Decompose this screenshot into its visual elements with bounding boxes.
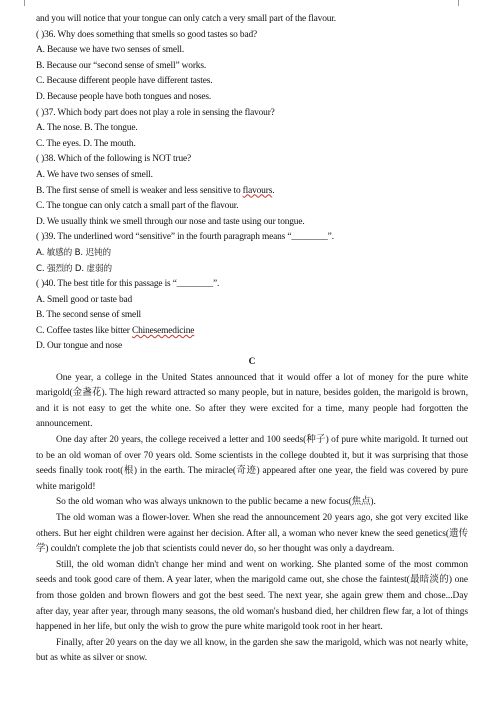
section-heading: C (248, 357, 256, 368)
option-40-c-text: C. Coffee tastes like bitter (36, 325, 132, 336)
spellcheck-word-flavours: flavours (242, 185, 273, 196)
passage-paragraph-3: So the old woman who was always unknown to the public became a new focus(焦点). (56, 497, 376, 508)
passage-c (36, 371, 468, 667)
option-38-a: A. We have two senses of smell. (36, 169, 153, 180)
option-40-c (36, 324, 468, 340)
option-40-a: A. Smell good or taste bad (36, 294, 133, 305)
options-37-ab: A. The nose. B. The tongue. (36, 123, 138, 134)
document-body (36, 12, 468, 667)
passage-paragraph-1: One year, a college in the United States announced that it would offer a lot of money for the pure white marigold(金盏花). The high reward attracted so many people, but in nature, besides golden, the marigold is brown, and it is not easy to get the white one. So after they were excited for a time, many people had forgotten the announcement. (36, 372, 468, 430)
question-37: ( )37. Which body part does not play a role in sensing the flavour? (36, 107, 275, 118)
passage-paragraph-5: Still, the old woman didn't change her mind and went on working. She planted some of the most common seeds and took good care of them. A year later, when the marigold came out, she chose the faintest(最暗淡的) one from those golden and brown flowers and got the best seed. The next year, she again grew them and chose...Day after day, year after year, through many seasons, the old woman's husband died, her children flew far, a lot of things happened in her life, but only the wish to grow the pure white marigold took root in her heart. (36, 559, 468, 633)
passage-paragraph-6: Finally, after 20 years on the day we all know, in the garden she saw the marigold, which was not nearly white, but as white as silver or snow. (36, 637, 468, 664)
question-39: ( )39. The underlined word “sensitive” in the fourth paragraph means “________”. (36, 232, 334, 243)
option-36-d: D. Because people have both tongues and noses. (36, 91, 212, 102)
page-corner-mark-right (458, 0, 467, 6)
option-40-b: B. The second sense of smell (36, 310, 141, 321)
option-38-b (36, 184, 468, 200)
option-38-b-text: B. The first sense of smell is weaker and less sensitive to (36, 185, 243, 196)
passage-paragraph-2: One day after 20 years, the college received a letter and 100 seeds(种子) of pure white marigold. It turned out to be an old woman of over 70 years old. Some scientists in the college doubted it, but it was surprising that those seeds finally took root(根) in the earth. The miracle(奇迹) appeared after one year, the field was covered by pure white marigold! (36, 435, 468, 492)
intro-continuation-line: and you will notice that your tongue can only catch a very small part of the flavour. (36, 14, 336, 24)
question-36: ( )36. Why does something that smells so good tastes so bad? (36, 29, 258, 40)
option-38-c: C. The tongue can only catch a small part of the flavour. (36, 201, 239, 212)
option-36-b: B. Because our “second sense of smell” works. (36, 60, 207, 71)
option-36-c: C. Because different people have different tastes. (36, 76, 213, 87)
options-37-cd: C. The eyes. D. The mouth. (36, 138, 136, 149)
question-38: ( )38. Which of the following is NOT true? (36, 154, 192, 165)
option-40-d: D. Our tongue and nose (36, 341, 123, 352)
page-corner-mark-left (16, 0, 25, 6)
option-36-a: A. Because we have two senses of smell. (36, 45, 185, 56)
option-38-d: D. We usually think we smell through our nose and taste using our tongue. (36, 216, 305, 227)
question-40: ( )40. The best title for this passage is “________”. (36, 279, 220, 290)
passage-paragraph-4: The old woman was a flower-lover. When she read the announcement 20 years ago, she got very excited like others. But her eight children were against her decision. After all, a woman who never knew the seed genetics(遗传学) couldn't complete the job that scientists could never do, so her thought was only a daydream. (36, 513, 468, 555)
options-39-cd: C. 强烈的 D. 虚弱的 (36, 263, 112, 274)
spellcheck-word-chinesemedicine: Chinesemedicine (131, 325, 195, 336)
options-39-ab: A. 敏感的 B. 迟钝的 (36, 247, 111, 258)
option-38-b-period: . (272, 185, 275, 196)
